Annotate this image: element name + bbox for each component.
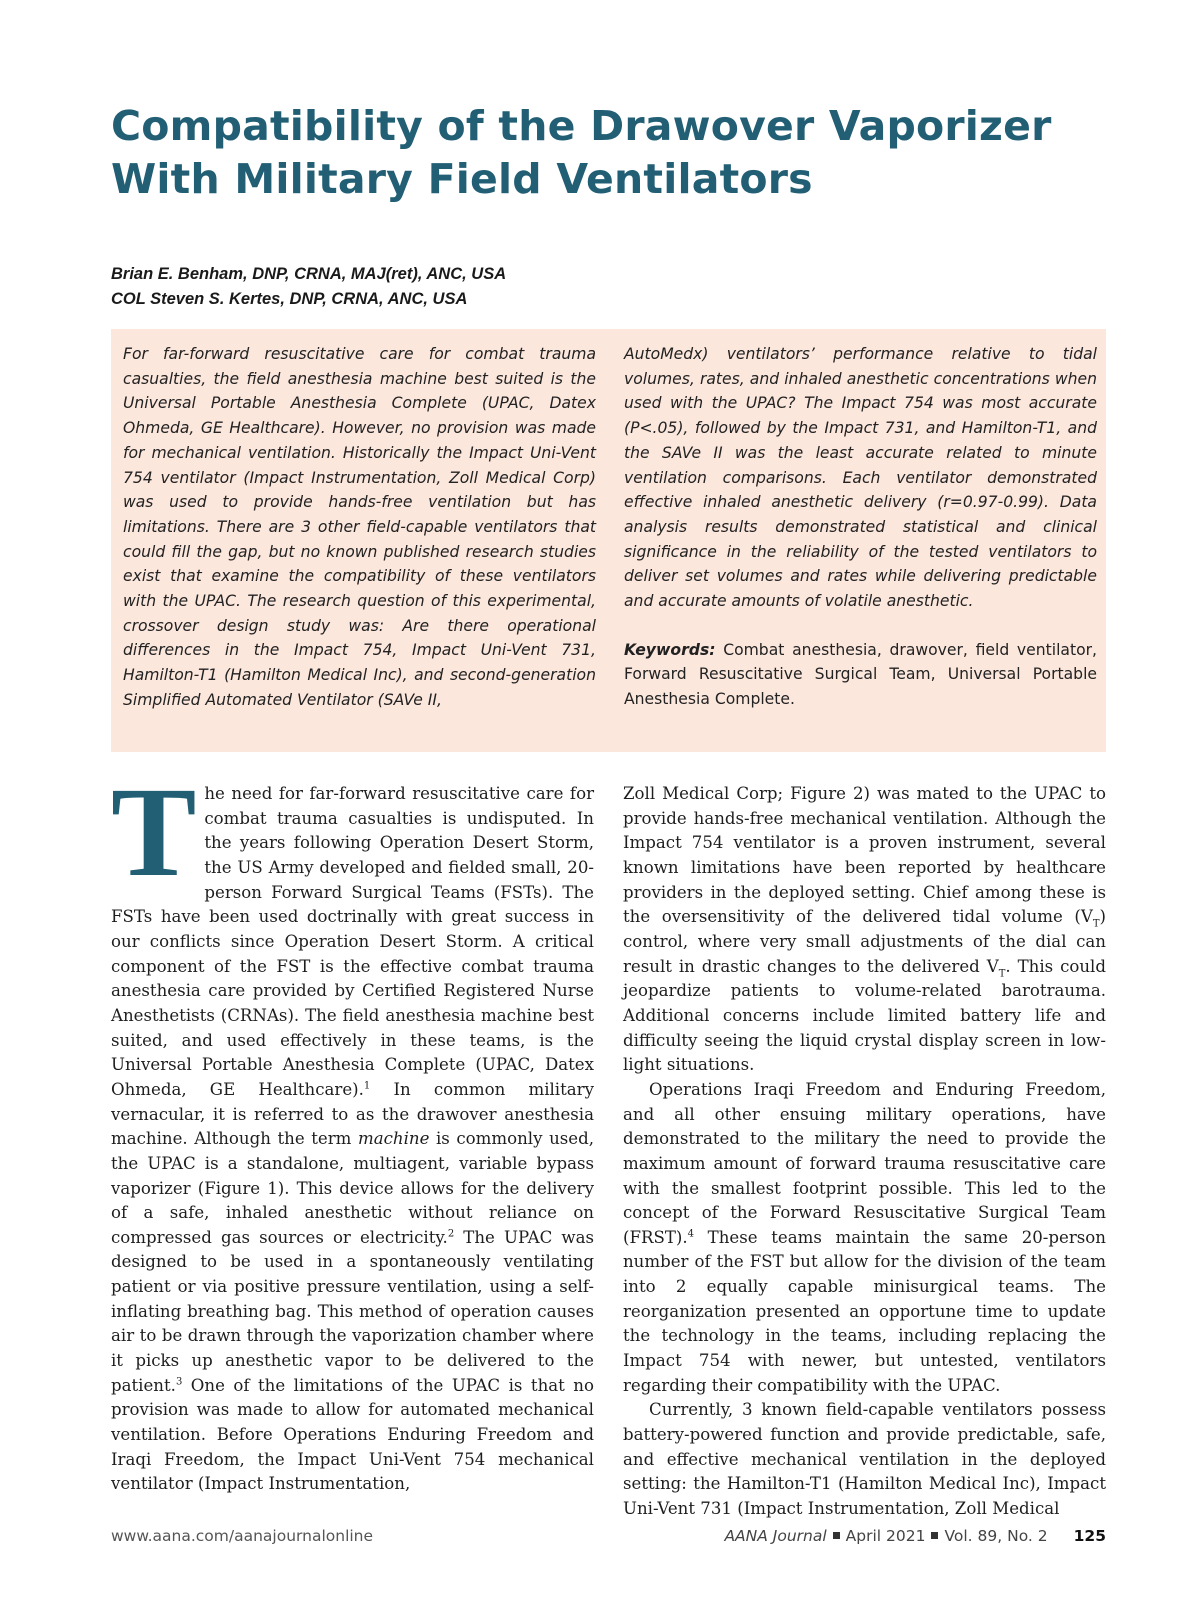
body-left-column <box>111 761 594 1497</box>
author-2: COL Steven S. Kertes, DNP, CRNA, ANC, USA <box>111 290 468 308</box>
abstract-box <box>111 329 1106 752</box>
volume-issue: Vol. 89, No. 2 <box>944 1527 1048 1545</box>
author-1: Brian E. Benham, DNP, CRNA, MAJ(ret), ANC, USA <box>111 265 507 283</box>
body-paragraph-2: Zoll Medical Corp; Figure 2) was mated to the UPAC to provide hands-free mechanical ventilation. Although the Impact 754 ventilator is a proven instrument, several known limitations have been reported by healthcare providers in the deployed setting. Chief among these is the oversensitivity of the delivered tidal volume $(V_T)$ control, where very small adjustments of the dial can result in drastic changes to the delivered $V_T$. This could jeopardize patients to volume-related barotrauma. Additional concerns include limited battery life and difficulty seeing the liquid crystal display screen in low-light situations. <box>623 784 1106 1075</box>
abstract-left-column <box>123 342 596 713</box>
separator-square <box>931 1532 938 1539</box>
reference-1[interactable]: 1 <box>363 1080 371 1092</box>
abstract-text-left: For far-forward resuscitative care for combat trauma casualties, the field anesthesia machine best suited is the Universal Portable Anesthesia Complete (UPAC, Datex Ohmeda, GE Healthcare). However, no provision was made for mechanical ventilation. Historically the Impact Uni-Vent 754 ventilator (Impact Instrumentation, Zoll Medical Corp) was used to provide hands-free ventilation but has limitations. There are 3 other field-capable ventilators that could fill the gap, but no known published research studies exist that examine the compatibility of these ventilators with the UPAC. The research question of this experimental, crossover design study was: Are there operational differences in the Impact 754, Impact Uni-Vent 731, Hamilton-T1 (Hamilton Medical Inc), and second-generation Simplified Automated Ventilator (SAVe II, <box>123 345 596 709</box>
article-title: Compatibility of the Drawover Vaporizer With Military Field Ventilators <box>111 102 1052 203</box>
reference-3[interactable]: 3 <box>175 1376 183 1388</box>
abstract-text-right: AutoMedx) ventilators’ performance relative to tidal volumes, rates, and inhaled anesthetic concentrations when used with the UPAC? The Impact 754 was most accurate (P<.05), followed by the Impact 731, and Hamilton-T1, and the SAVe II was the least accurate related to minute ventilation comparisons. Each ventilator demonstrated effective inhaled anesthetic delivery (r=0.97-0.99). Data analysis results demonstrated statistical and clinical significance in the reliability of the tested ventilators to deliver set volumes and rates while delivering predictable and accurate amounts of volatile anesthetic. <box>624 345 1097 611</box>
keywords-label: Keywords: <box>624 640 716 659</box>
keywords-text: Combat anesthesia, drawover, field ventilator, Forward Resuscitative Surgical Team, Universal Portable Anesthesia Complete. <box>624 640 1097 709</box>
page-number: 125 <box>1073 1527 1106 1545</box>
author-list <box>111 262 506 312</box>
footer-url[interactable]: www.aana.com/aanajournalonline <box>111 1527 374 1545</box>
issue-date: April 2021 <box>845 1527 926 1545</box>
separator-square <box>833 1532 840 1539</box>
keywords <box>624 638 1097 712</box>
journal-name: AANA Journal <box>724 1527 827 1545</box>
abstract-right-column <box>624 342 1097 712</box>
reference-4[interactable]: 4 <box>687 1228 695 1240</box>
body-paragraph-1: The need for far-forward resuscitative care for combat trauma casualties is undisputed. In the years following Operation Desert Storm, the US Army developed and fielded small, 20-person Forward Surgical Teams (FSTs). The FSTs have been used doctrinally with great success in our conflicts since Operation Desert Storm. A critical component of the FST is the effective combat trauma anesthesia care provided by Certified Registered Nurse Anesthetists (CRNAs). The field anesthesia machine best suited, and used effectively in these teams, is the Universal Portable Anesthesia Complete (UPAC, Datex Ohmeda, GE Healthcare).$^1$ In common military vernacular, it is referred to as the drawover anesthesia machine. Although the term machine is commonly used, the UPAC is a standalone, multiagent, variable bypass vaporizer (Figure 1). This device allows for the delivery of a safe, inhaled anesthetic without reliance on compressed gas sources or electricity.$^2$ The UPAC was designed to be used in a spontaneously ventilating patient or via positive pressure ventilation, using a self-inflating breathing bag. This method of operation causes air to be drawn through the vaporization chamber where it picks up anesthetic vapor to be delivered to the patient.$^3$ One of the limitations of the UPAC is that no provision was made to allow for automated mechanical ventilation. Before Operations Enduring Freedom and Iraqi Freedom, the Impact Uni-Vent 754 mechanical ventilator (Impact Instrumentation, <box>111 761 594 1494</box>
body-right-column <box>623 782 1106 1522</box>
reference-2[interactable]: 2 <box>447 1228 455 1240</box>
body-paragraph-3: Operations Iraqi Freedom and Enduring Freedom, and all other ensuing military operations, have demonstrated to the military the need to provide the maximum amount of forward trauma resuscitative care with the smallest footprint possible. This led to the concept of the Forward Resuscitative Surgical Team (FRST).$^4$ These teams maintain the same 20-person number of the FST but allow for the division of the team into 2 equally capable minisurgical teams. The reorganization presented an opportune time to update the technology in the teams, including replacing the Impact 754 with newer, but untested, ventilators regarding their compatibility with the UPAC. <box>623 1079 1106 1395</box>
body-paragraph-4: Currently, 3 known field-capable ventilators possess battery-powered function and provide predictable, safe, and effective mechanical ventilation in the deployed setting: the Hamilton-T1 (Hamilton Medical Inc), Impact Uni-Vent 731 (Impact Instrumentation, Zoll Medical <box>623 1400 1106 1519</box>
footer-citation <box>724 1527 1106 1545</box>
drop-cap: T <box>111 761 197 903</box>
